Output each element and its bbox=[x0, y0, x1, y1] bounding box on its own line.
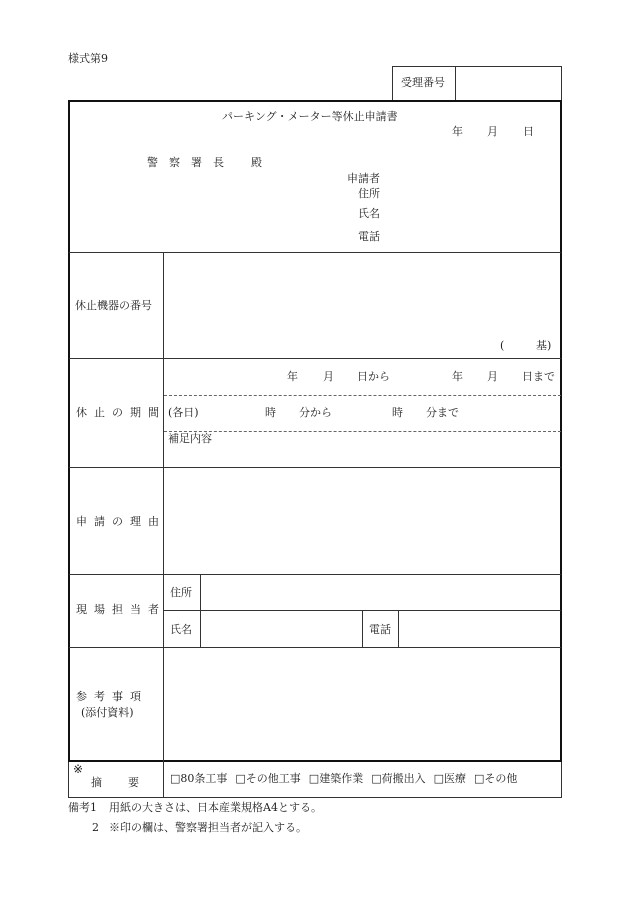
period-start-hour: 時 bbox=[265, 406, 276, 419]
device-number-field[interactable] bbox=[166, 256, 558, 332]
date-month-label: 月 bbox=[487, 125, 498, 138]
period-start-minute: 分から bbox=[299, 406, 332, 419]
applicant-phone-field[interactable] bbox=[386, 228, 556, 244]
summary-label: 摘要 bbox=[91, 776, 165, 789]
honorific-label: 殿 bbox=[251, 156, 262, 169]
site-manager-phone-field[interactable] bbox=[401, 613, 558, 644]
applicant-phone-label: 電話 bbox=[358, 230, 380, 243]
form-title: パーキング・メーター等休止申請書 bbox=[222, 110, 398, 123]
applicant-label: 申請者 bbox=[347, 172, 380, 185]
device-count-unit: 基) bbox=[536, 339, 552, 352]
period-end-day: 日まで bbox=[522, 370, 555, 383]
applicant-address-field[interactable] bbox=[386, 185, 556, 201]
site-manager-phone-label: 電話 bbox=[369, 623, 391, 636]
summary-option-building-work[interactable]: □建築作業 bbox=[308, 772, 364, 785]
form-number: 様式第9 bbox=[68, 52, 108, 65]
reference-label: 参考事項 bbox=[76, 690, 148, 703]
summary-option-medical[interactable]: □医療 bbox=[433, 772, 467, 785]
site-manager-address-field[interactable] bbox=[203, 577, 558, 608]
summary-option-loading[interactable]: □荷搬出入 bbox=[371, 772, 426, 785]
reference-field[interactable] bbox=[166, 651, 558, 757]
site-manager-label: 現場担当者 bbox=[76, 603, 166, 616]
summary-option-80-construction[interactable]: □80条工事 bbox=[170, 772, 228, 785]
period-end-year: 年 bbox=[452, 370, 463, 383]
summary-options bbox=[170, 772, 517, 786]
summary-option-other-construction[interactable]: □その他工事 bbox=[235, 772, 301, 785]
applicant-name-label: 氏名 bbox=[358, 207, 380, 220]
device-number-label: 休止機器の番号 bbox=[75, 299, 152, 312]
date-day-label: 日 bbox=[523, 125, 534, 138]
summary-option-other[interactable]: □その他 bbox=[474, 772, 518, 785]
site-manager-name-field[interactable] bbox=[203, 613, 359, 644]
period-supplement-field[interactable] bbox=[166, 447, 558, 465]
note-1: 用紙の大きさは、日本産業規格A4とする。 bbox=[109, 801, 322, 814]
date-year-label: 年 bbox=[452, 125, 463, 138]
applicant-name-field[interactable] bbox=[386, 205, 556, 221]
period-label: 休止の期間 bbox=[76, 406, 166, 419]
period-end-hour: 時 bbox=[392, 406, 403, 419]
reason-label: 申請の理由 bbox=[76, 515, 166, 528]
site-manager-address-label: 住所 bbox=[170, 586, 192, 599]
period-start-year: 年 bbox=[287, 370, 298, 383]
site-manager-name-label: 氏名 bbox=[170, 623, 192, 636]
note-2: ※印の欄は、警察署担当者が記入する。 bbox=[109, 821, 307, 834]
note-2-number: 2 bbox=[92, 821, 99, 834]
addressee-label: 警察署長 bbox=[147, 156, 235, 169]
summary-mark: ※ bbox=[73, 762, 84, 776]
period-start-day: 日から bbox=[357, 370, 390, 383]
period-daily-prefix: (各日) bbox=[168, 406, 199, 419]
applicant-address-label: 住所 bbox=[358, 187, 380, 200]
period-end-month: 月 bbox=[487, 370, 498, 383]
period-end-minute: 分まで bbox=[426, 406, 459, 419]
receipt-number-field[interactable] bbox=[457, 68, 560, 99]
reason-field[interactable] bbox=[166, 471, 558, 571]
period-supplement-label: 補足内容 bbox=[168, 432, 212, 445]
receipt-number-label: 受理番号 bbox=[401, 76, 445, 89]
period-start-month: 月 bbox=[323, 370, 334, 383]
notes-prefix: 備考1 bbox=[68, 801, 97, 814]
reference-sublabel: (添付資料) bbox=[81, 706, 134, 719]
device-count-open-paren: ( bbox=[500, 339, 505, 352]
